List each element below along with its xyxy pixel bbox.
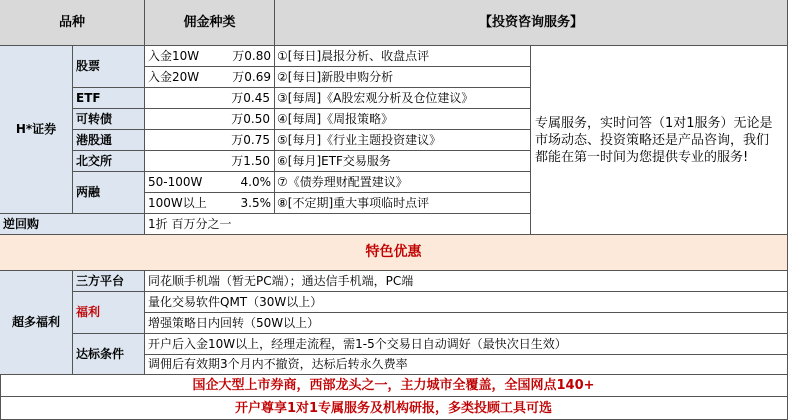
conditions-label: 达标条件	[73, 334, 145, 375]
etf-label: ETF	[73, 88, 145, 109]
margin-tier-1-range: 50-100W	[148, 174, 203, 189]
footer-line-1: 国企大型上市券商，西部龙头之一，主力城市全覆盖，全国网点140+	[0, 375, 788, 397]
repo-label: 逆回购	[0, 214, 145, 235]
service-item: ④[每周]《周报策略》	[275, 109, 531, 130]
hk-connect-label: 港股通	[73, 130, 145, 151]
bse-rate: 万1.50	[145, 151, 275, 172]
service-item: ⑤[每月]《行业主题投资建议》	[275, 130, 531, 151]
bse-label: 北交所	[73, 151, 145, 172]
welfare-label: 福利	[73, 292, 145, 334]
service-item: ⑦《债券理财配置建议》	[275, 172, 531, 193]
repo-value: 1折 百万分之一	[145, 214, 531, 235]
margin-tier-1	[145, 172, 275, 193]
header-advisory: 【投资咨询服务】	[275, 0, 788, 46]
margin-tier-2-rate: 3.5%	[240, 195, 271, 210]
service-item: ①[每日]晨报分析、收盘点评	[275, 46, 531, 67]
condition-item: 开户后入金10W以上，经理走流程，需1-5个交易日自动调好（最快次日生效）	[145, 334, 788, 355]
service-item: ⑧[不定期]重大事项临时点评	[275, 193, 531, 214]
broker-name: H*证券	[0, 46, 73, 214]
condition-item: 调佣后有效期3个月内不撤资，达标后转永久费率	[145, 355, 788, 375]
margin-label: 两融	[73, 172, 145, 214]
footer-line-2: 开户尊享1对1专属服务及机构研报，多类投顾工具可选	[0, 397, 788, 420]
stock-label: 股票	[73, 46, 145, 88]
stock-tier-2	[145, 67, 275, 88]
service-item: ⑥[每月]ETF交易服务	[275, 151, 531, 172]
benefits-group-label: 超多福利	[0, 271, 73, 375]
service-description: 专属服务，实时问答（1对1服务）无论是市场动态、投资策略还是产品咨询，我们都能在第一时间为您提供专业的服务!	[531, 46, 788, 235]
welfare-item: 量化交易软件QMT（30W以上）	[145, 292, 788, 313]
header-product: 品种	[0, 0, 145, 46]
margin-tier-1-rate: 4.0%	[240, 174, 271, 189]
special-title: 特色优惠	[0, 235, 788, 271]
stock-tier-1-rate: 万0.80	[232, 48, 271, 63]
hk-connect-rate: 万0.75	[145, 130, 275, 151]
service-item: ③[每周]《A股宏观分析及仓位建议》	[275, 88, 531, 109]
stock-tier-2-deposit: 入金20W	[148, 69, 200, 84]
stock-tier-1	[145, 46, 275, 67]
margin-tier-2-range: 100W以上	[148, 195, 207, 210]
etf-rate: 万0.45	[145, 88, 275, 109]
convertible-label: 可转债	[73, 109, 145, 130]
header-commission: 佣金种类	[145, 0, 275, 46]
welfare-item: 增强策略日内回转（50W以上）	[145, 313, 788, 334]
stock-tier-2-rate: 万0.69	[232, 69, 271, 84]
margin-tier-2	[145, 193, 275, 214]
convertible-rate: 万0.50	[145, 109, 275, 130]
platform-label: 三方平台	[73, 271, 145, 292]
stock-tier-1-deposit: 入金10W	[148, 48, 200, 63]
service-item: ②[每日]新股申购分析	[275, 67, 531, 88]
platform-value: 同花顺手机端（暂无PC端）；通达信手机端，PC端	[145, 271, 788, 292]
